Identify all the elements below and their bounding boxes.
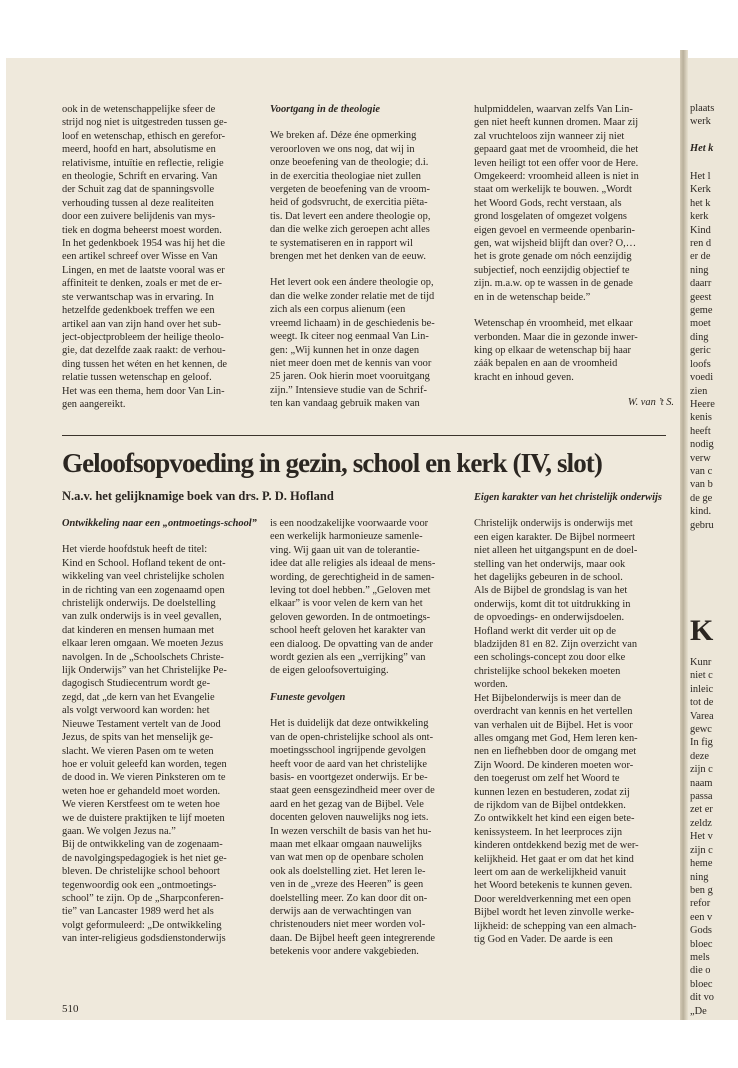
article-column-1 bbox=[62, 517, 262, 946]
prev-article-col3-para2: Wetenschap én vroomheid, met elkaar verbonden. Maar die in gezonde inwer- king op elkaar de wetenschap bij haar záák bepalen en aan de vroomheid kracht en inhoud geven. bbox=[474, 318, 638, 383]
article-col1-body: Het vierde hoofdstuk heeft de titel: Kind en School. Hofland tekent de ont- wikkeling van veel christelijke scholen in de richting van een zogenaamd open christelijk onderwijs. De doelstelling van zulk onderwijs is in veel gevallen, dat kinderen en mensen humaan met elkaar leren omgaan. We moeten Jezus navolgen. In de „Schoolschets Christe- lijk Onderwijs” van het Christelijke Pe- dagogisch Studiecentrum wordt ge- zegd, dat „de kern van het Evangelie als volgt verwoord kan worden: het Nieuwe Testament vertelt van de Jood Jezus, de spits van het menselijk ge- slacht. We vieren Pasen om te weten hoe er voluit geleefd kan worden, tegen de dood in. We vieren Pinksteren om te weten hoe er gehandeld moet worden. We vieren Kerstfeest om te weten hoe we de duistere praktijken te lijf moeten gaan. We volgen Jezus na.” Bij de ontwikkeling van de zogenaam- de navolgingspedagogiek is het niet ge- bleven. De christelijke school behoort tegenwoordig ook een „ontmoetings- school” te zijn. Op de „Sharpconferen- tie” van Lancaster 1989 werd het als volgt geformuleerd: „De ontwikkeling van inter-religieus godsdienstonderwijs bbox=[62, 544, 227, 945]
prev-article-column-2 bbox=[270, 103, 468, 411]
prev-article-column-1 bbox=[62, 103, 262, 411]
next-page-text: Het l Kerk het k kerk Kind ren d er de ning daarr geest geme moet ding geric loofs voedi zien Heere kenis heeft nodig verw van c van b de ge kind. gebru bbox=[690, 171, 715, 531]
next-page-text-2: Kunr niet c inleic tot de Varea gewc In fig deze zijn c naam passa zet er zeldz Het v zijn c heme ning ben g refor een v Gods bloec mels die o bloec dit vo „De bbox=[690, 657, 714, 1017]
section-divider bbox=[62, 435, 666, 436]
section-heading-ontwikkeling: Ontwikkeling naar een „ontmoetings-school” bbox=[62, 518, 257, 529]
next-page-heading: Het k bbox=[690, 143, 714, 154]
article-col2-body: is een noodzakelijke voorwaarde voor een werkelijk harmonieuze samenle- ving. Wij gaan uit van de tolerantie- idee dat alle religies als ideaal de mens- wording, de gerechtigheid in de samen- leving tot doel hebben.” „Geloven met elkaar” is voor velen de kern van het geloven geworden. In de ontmoetings- school heeft geloven het karakter van een dialoog. De opvatting van de ander wordt gezien als een „verrijking” van de eigen geloofsovertuiging. bbox=[270, 518, 436, 677]
next-page-top-lines: plaats werk bbox=[690, 103, 715, 128]
next-page-big-heading: K bbox=[690, 614, 714, 647]
prev-article-col1-text: ook in de wetenschappelijke sfeer de strijd nog niet is uitgestreden tussen ge- loof en wetenschap, ethisch en gerefor- meerd, hoofd en hart, absolutisme en relativisme, intuïtie en reflectie, religie en theologie, Schrift en ervaring. Van der Schuit zag dat de spanningsvolle verhouding tussen al deze realiteiten door een zuivere belijdenis van mys- tiek en dogma beheerst moest worden. In het gedenkboek 1954 was hij het die een artikel schreef over Wisse en Van Lingen, en met de laatste vooral was er affiniteit te denken, zoals er met de er- ste verwantschap was in ervaring. In hetzelfde gedenkboek treffen we een artikel aan van zijn hand over het sub- ject-objectprobleem der heilige theolo- gie, dat dezelfde zaak raakt: de verhou- ding tussen het wéten en het kennen, de relatie tussen wetenschap en geloof. Het was een thema, hem door Van Lin- gen aangereikt. bbox=[62, 104, 228, 410]
next-page-edge bbox=[688, 58, 738, 1020]
prev-article-col2-para1: We breken af. Déze éne opmerking veroorloven we ons nog, dat wij in onze beoefening van de theologie; d.i. in de exercitia theologiae niet zullen vergeten de beoefening van de vroom- heid of godsvrucht, de exercitia piëta- tis. Dat levert een andere theologie op, dan die welke zich geroepen acht alles te systematiseren en in rapport wil brengen met het denken van de eeuw. bbox=[270, 130, 431, 263]
page-gutter bbox=[680, 50, 688, 1020]
section-heading-funeste: Funeste gevolgen bbox=[270, 691, 346, 703]
article-title: Geloofsopvoeding in gezin, school en kerk (IV, slot) bbox=[62, 448, 602, 478]
article-column-3 bbox=[474, 491, 674, 946]
section-heading-voortgang: Voortgang in de theologie bbox=[270, 104, 380, 115]
article-column-2 bbox=[270, 517, 468, 959]
author-signature: W. van ’t S. bbox=[627, 397, 674, 409]
section-heading-eigen-karakter: Eigen karakter van het christelijk onderwijs bbox=[474, 492, 662, 503]
article-col3-body: Christelijk onderwijs is onderwijs met een eigen karakter. De Bijbel normeert niet alleen het uitgangspunt en de doel- stelling van het onderwijs, maar ook het dagelijks gebeuren in de school. Als de Bijbel de grondslag is van het onderwijs, komt dit tot uitdrukking in de opvoedings- en onderwijsdoelen. Hofland werkt dit verder uit op de bladzijden 81 en 82. Zijn overzicht van een scholings-concept zou door elke christelijke school bekeken moeten worden. Het Bijbelonderwijs is meer dan de overdracht van kennis en het vertellen van verhalen uit de Bijbel. Het is voor alles omgang met God, Hem leren ken- nen en liefhebben door de omgang met Zijn Woord. De kinderen moeten wor- den toegerust om zelf het Woord te kunnen lezen en bestuderen, zodat zij de rijkdom van de Bijbel ontdekken. Zo ontwikkelt het kind een eigen bete- kenissysteem. In het leerproces zijn kinderen ontdekkend bezig met de wer- kelijkheid. Het gaat er om dat het kind leert om aan de werkelijkheid vanuit het Woord betekenis te kunnen geven. Door wereldverkenning met een open Bijbel wordt het leven zinvolle werke- lijkheid: de schepping van een almach- tig God en Vader. De aarde is een bbox=[474, 518, 639, 945]
article-subtitle: N.a.v. het gelijknamige boek van drs. P. D. Hofland bbox=[62, 489, 334, 503]
page-number: 510 bbox=[62, 1003, 79, 1015]
prev-article-col2-para2: Het levert ook een ándere theologie op, dan die welke zonder relatie met de tijd zich als een corpus alienum (een vreemd lichaam) in de geschiedenis be- weegt. Ik citeer nog eenmaal Van Lin- gen: „Wij kunnen het in onze dagen niet meer doen met de kennis van voor 25 jaren. Ook hierin moet vooruitgang zijn.” Intensieve studie van de Schrif- ten kan vandaag gebruik maken van bbox=[270, 277, 435, 410]
article-col2-body-2: Het is duidelijk dat deze ontwikkeling van de open-christelijke school als ont- moetingsschool ingrijpende gevolgen heeft voor de aard van het christelijke basis- en voortgezet onderwijs. Er be- staat geen eensgezindheid meer over de aard en het gezag van de Bijbel. Vele docenten geloven nauwelijks nog iets. In wezen verschilt de basis van het hu- maan met elkaar omgaan nauwelijks van wat men op de openbare scholen ook als doelstelling ziet. Het leren le- ven in de „vreze des Heeren” is geen doelstelling meer. Zo kan door dit on- derwijs aan de verwachtingen van christenouders niet meer worden vol- daan. De Bijbel heeft geen integrerende betekenis voor andere vakgebieden. bbox=[270, 718, 436, 958]
prev-article-column-3 bbox=[474, 103, 674, 410]
prev-article-col3-para1: hulpmiddelen, waarvan zelfs Van Lin- gen niet heeft kunnen dromen. Maar zij zal vruchteloos zijn wanneer zij niet gepaard gaat met de vroomheid, die het leven heiligt tot een offer voor de Here. Omgekeerd: vroomheid alleen is niet in staat om werkelijk te bouwen. „Wordt het Woord Gods, recht verstaan, als grond losgelaten of omgezet volgens eigen gevoel en vermeende openbarin- gen, wat wijsheid blijft dan over? O,… het is grote genade om nóch eenzijdig subjectief, noch eenzijdig objectief te zijn. m.a.w. op te wassen in de genade en in de wetenschap beide.” bbox=[474, 104, 639, 303]
